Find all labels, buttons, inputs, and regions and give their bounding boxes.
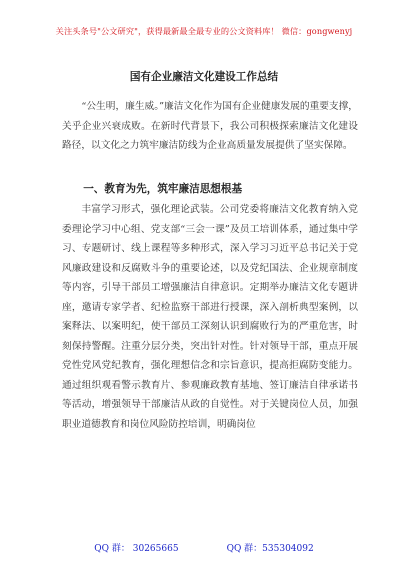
document-title: 国有企业廉洁文化建设工作总结 <box>129 71 279 83</box>
header-banner: 关注头条号"公文研究"，获得最新最全最专业的公文资料库！ 微信：gongwenyj <box>55 26 353 36</box>
footer-qq-group-2: QQ 群：535304092 <box>226 544 314 554</box>
footer-contact <box>0 541 408 554</box>
section-1-paragraph: 丰富学习形式，强化理论武装。公司党委将廉洁文化教育纳入党委理论学习中心组、党支部“三会一课”及员工培训体系，通过集中学习、专题研讨、线上课程等多种形式，深入学习习近平总书记关于党风廉政建设和反腐败斗争的重要论述，以及党纪国法、企业规章制度等内容，引导干部员工增强廉洁自律意识。定期举办廉洁文化专题讲座，邀请专家学者、纪检监察干部进行授课，深入剖析典型案例，以案释法、以案明纪，使干部员工深刻认识到腐败行为的严重危害，时刻保持警醒。注重分层分类，突出针对性。针对领导干部，重点开展党性党风党纪教育，强化理想信念和宗旨意识，提高拒腐防变能力。通过组织观看警示教育片、参观廉政教育基地、签订廉洁自律承诺书等活动，增强领导干部廉洁从政的自觉性。对于关键岗位人员，加强职业道德教育和岗位风险防控培训，明确岗位 <box>62 204 358 430</box>
footer-qq-group-1: QQ 群： 30265665 <box>94 544 179 554</box>
intro-paragraph: “公生明，廉生威。”廉洁文化作为国有企业健康发展的重要支撑，关乎企业兴衰成败。在新时代背景下，我公司积极探索廉洁文化建设路径，以文化之力筑牢廉洁防线为企业高质量发展提供了坚实保障。 <box>62 101 358 151</box>
section-heading-1: 一、教育为先，筑牢廉洁思想根基 <box>83 183 243 195</box>
